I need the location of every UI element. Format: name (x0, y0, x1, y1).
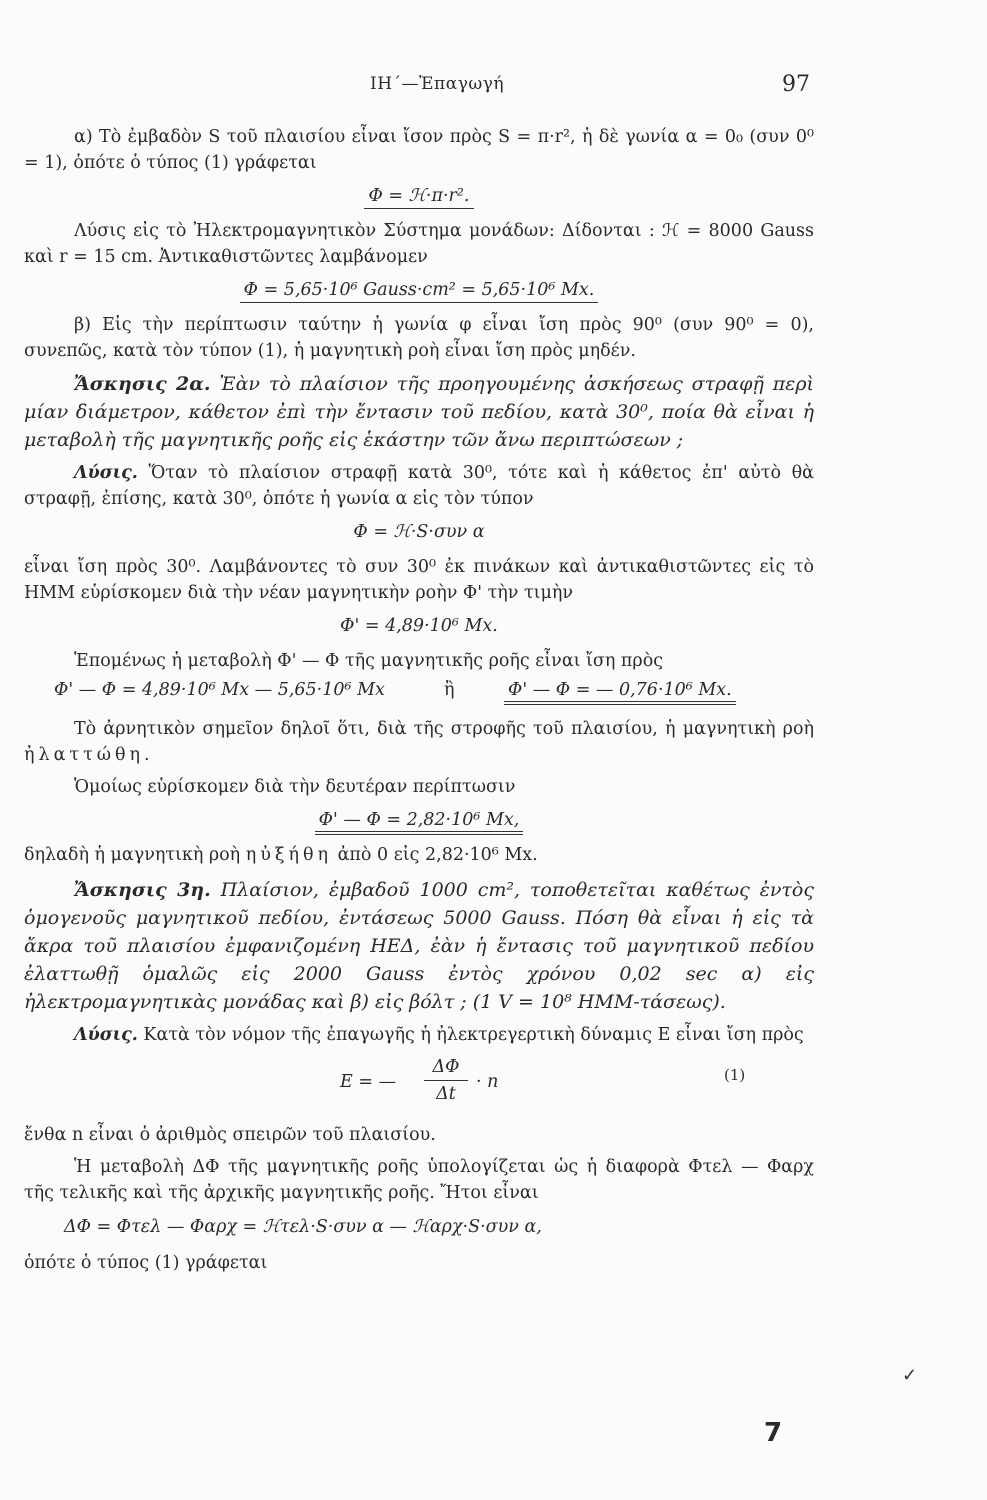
page-number: 97 (782, 72, 810, 97)
paragraph-negative-text: Τὸ ἀρνητικὸν σημεῖον δηλοῖ ὅτι, διὰ τῆς στροφῆς τοῦ πλαισίου, ἡ μαγνητικὴ ροὴ (74, 719, 814, 739)
margin-mark: ✓ (902, 1365, 918, 1386)
page-body (24, 124, 814, 1282)
exercise-3 (24, 876, 814, 1016)
paragraph-turns: ἔνθα n εἶναι ὁ ἀριθμὸς σπειρῶν τοῦ πλαισίου. (24, 1125, 436, 1145)
exercise-2 (24, 370, 814, 454)
word-decreased: ἠλαττώθη. (24, 745, 154, 765)
formula-change-row (24, 680, 814, 710)
formula-change-result: Φ' — Φ = — 0,76·10⁶ Mx. (504, 680, 736, 705)
formula-text: Φ = ℋ·π·r². (364, 186, 473, 209)
paragraph-then: ὁπότε ὁ τύπος (1) γράφεται (24, 1253, 268, 1273)
page-header (0, 70, 987, 104)
paragraph-negative-sign (24, 716, 814, 768)
formula-change-or: ἢ (444, 680, 455, 700)
formula-emf-turns: · n (476, 1072, 499, 1092)
signature-folio: 7 (764, 1418, 783, 1448)
formula-change-lhs: Φ' — Φ = 4,89·10⁶ Mx — 5,65·10⁶ Mx (54, 680, 385, 700)
exercise-3-title: Ἄσκησις 3η. (74, 879, 211, 901)
formula-text: Φ = ℋ·S·συν α (353, 522, 485, 542)
paragraph-cos30: εἶναι ἴση πρὸς 30⁰. Λαμβάνοντες τὸ συν 30⁰ ἐκ πινάκων καὶ ἀντικαθιστῶντες εἰς τὸ ΗΜΜ εὑρίσκομεν διὰ τὴν νέαν μαγνητικὴν ροὴν Φ' τὴν τιμὴν (24, 557, 814, 603)
solution-2-intro (24, 460, 814, 512)
formula-text: Φ = 5,65·10⁶ Gauss·cm² = 5,65·10⁶ Mx. (240, 280, 599, 303)
formula-emf-lhs: E = — (340, 1072, 397, 1092)
formula-text: Φ' — Φ = 2,82·10⁶ Mx, (315, 810, 524, 835)
paragraph-increased (24, 842, 814, 868)
formula-emf-fraction (424, 1054, 468, 1107)
formula-flux-general (24, 518, 814, 546)
solution-2-text: Ὅταν τὸ πλαίσιον στραφῇ κατὰ 30⁰, τότε καὶ ἡ κάθετος ἐπ' αὐτὸ θὰ στραφῇ, ἐπίσης, κατὰ 30⁰, ὁπότε ἡ γωνία α εἰς τὸν τύπον (24, 463, 814, 509)
running-head: ΙΗ΄—Ἐπαγωγή (370, 74, 505, 94)
formula-flux-a (24, 182, 814, 210)
paragraph-change: Ἑπομένως ἡ μεταβολὴ Φ' — Φ τῆς μαγνητικῆς ροῆς εἶναι ἴση πρὸς (74, 651, 664, 671)
formula-flux-value (24, 276, 814, 304)
paragraph-solution-emu: Λύσις εἰς τὸ Ἠλεκτρομαγνητικὸν Σύστημα μονάδων: Δίδονται : ℋ = 8000 Gauss καὶ r = 15 cm. Ἀντικαθιστῶντες λαμβάνομεν (24, 221, 814, 267)
fraction-numerator: ΔΦ (424, 1054, 468, 1081)
formula-emf (24, 1054, 814, 1116)
formula-second-case (24, 806, 814, 834)
fraction-denominator: Δt (436, 1084, 456, 1104)
exercise-2-text: Ἐὰν τὸ πλαίσιον τῆς προηγουμένης ἀσκήσεως στραφῇ περὶ μίαν διάμετρον, κάθετον ἐπὶ τὴν ἔντασιν τοῦ πεδίου, κατὰ 30⁰, ποία θὰ εἶναι ἡ μεταβολὴ τῆς μαγνητικῆς ροῆς εἰς ἑκάστην τῶν ἄνω περιπτώσεων ; (24, 373, 814, 451)
equation-number: (1) (724, 1066, 746, 1084)
solution-3-intro (24, 1022, 814, 1048)
paragraph-flux-diff: Ἡ μεταβολὴ ΔΦ τῆς μαγνητικῆς ροῆς ὑπολογίζεται ὡς ἡ διαφορὰ Φτελ — Φαρχ τῆς τελικῆς καὶ τῆς ἀρχικῆς μαγνητικῆς ροῆς. Ἤτοι εἶναι (24, 1157, 814, 1203)
formula-text: Φ' = 4,89·10⁶ Mx. (340, 616, 498, 636)
solution-label: Λύσις. (74, 1025, 138, 1045)
solution-label: Λύσις. (74, 463, 138, 483)
solution-3-text: Κατὰ τὸν νόμον τῆς ἐπαγωγῆς ἡ ἠλεκτρεγερτικὴ δύναμις E εἶναι ἴση πρὸς (143, 1025, 804, 1045)
formula-delta-flux: ΔΦ = Φτελ — Φαρχ = ℋτελ·S·συν α — ℋαρχ·S·συν α, (64, 1217, 542, 1237)
increased-text-a: δηλαδὴ ἡ μαγνητικὴ ροὴ (24, 845, 241, 865)
exercise-3-text: Πλαίσιον, ἐμβαδοῦ 1000 cm², τοποθετεῖται καθέτως ἐντὸς ὁμογενοῦς μαγνητικοῦ πεδίου, ἐντάσεως 5000 Gauss. Πόση θὰ εἶναι ἡ εἰς τὰ ἄκρα τοῦ πλαισίου ἐμφανιζομένη ΗΕΔ, ἐὰν ἡ ἔντασις τοῦ μαγνητικοῦ πεδίου ἐλαττωθῇ ὁμαλῶς εἰς 2000 Gauss ἐντὸς χρόνου 0,02 sec α) εἰς ἠλεκτρομαγνητικὰς μονάδας καὶ β) εἰς βόλτ ; (1 V = 10⁸ ΗΜΜ-τάσεως). (24, 879, 814, 1013)
exercise-2-title: Ἄσκησις 2α. (74, 373, 211, 395)
increased-text-c: ἀπὸ 0 εἰς 2,82·10⁶ Mx. (337, 845, 538, 865)
word-increased: ηὐξήθη (245, 845, 333, 865)
paragraph-similarly: Ὁμοίως εὑρίσκομεν διὰ τὴν δευτέραν περίπτωσιν (74, 777, 516, 797)
formula-new-flux (24, 612, 814, 640)
paragraph-a: α) Τὸ ἐμβαδὸν S τοῦ πλαισίου εἶναι ἴσον πρὸς S = π·r², ἡ δὲ γωνία α = 0₀ (συν 0⁰ = 1), ὁπότε ὁ τύπος (1) γράφεται (24, 127, 814, 173)
paragraph-b: β) Εἰς τὴν περίπτωσιν ταύτην ἡ γωνία φ εἶναι ἴση πρὸς 90⁰ (συν 90⁰ = 0), συνεπῶς, κατὰ τὸν τύπον (1), ἡ μαγνητικὴ ροὴ εἶναι ἴση πρὸς μηδέν. (24, 315, 814, 361)
